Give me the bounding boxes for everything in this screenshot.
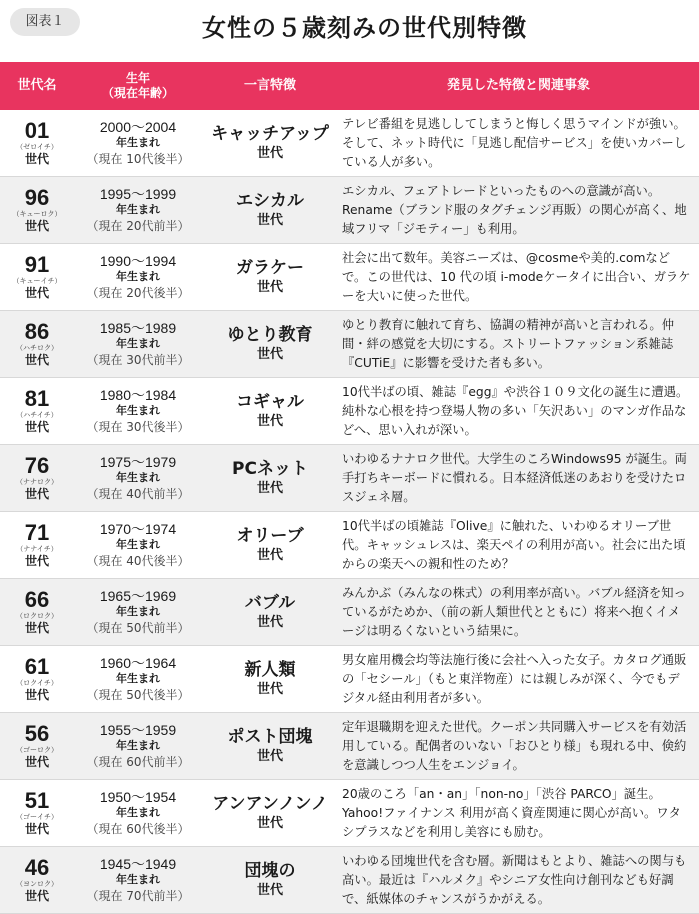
keyword-cell [202,780,338,847]
keyword-name: PCネット [232,458,308,479]
table-header-row [0,62,699,110]
generation-cell [0,177,74,244]
birth-year-cell [74,713,202,780]
generation-reading: （ナナロク） [16,477,58,486]
generation-suffix: 世代 [24,553,49,568]
birth-label: 年生まれ [116,202,160,216]
generation-suffix: 世代 [24,151,49,166]
table-row [0,110,699,177]
birth-year-cell [74,512,202,579]
generation-suffix: 世代 [24,419,49,434]
birth-year-range: 2000〜2004 [99,118,177,135]
findings-cell [338,445,699,512]
birth-year-cell [74,177,202,244]
table-row [0,579,699,646]
generation-cell [0,110,74,177]
birth-year-cell [74,110,202,177]
birth-year-range: 1990〜1994 [99,252,177,269]
birth-year-range: 1995〜1999 [99,185,177,202]
table-row [0,177,699,244]
generation-number: 91 [24,251,50,277]
findings-text: 10代半ばの頃、雑誌『egg』や渋谷１０９文化の誕生に遭遇。純朴な心根を持つ登場人物の多い「矢沢あい」のマンガ作品などへ、思い入れが深い。 [342,384,689,437]
findings-cell [338,780,699,847]
findings-text: いわゆるナナロク世代。大学生のころWindows95 が誕生。両手打ちキーボードに慣れる。日本経済低迷のあおりを受けたロスジェネ層。 [342,451,687,504]
birth-label: 年生まれ [116,738,160,752]
current-age: （現在 50代後半） [86,687,190,702]
header-generation-name: 世代名 [0,62,74,110]
generation-cell [0,512,74,579]
generation-reading: （ロクロク） [16,611,58,620]
findings-cell [338,311,699,378]
keyword-name: 新人類 [244,659,296,680]
generation-number: 46 [24,854,50,880]
current-age: （現在 30代後半） [86,419,190,434]
figure-label-badge: 図表１ [10,8,80,36]
table-row [0,847,699,914]
generation-cell [0,378,74,445]
keyword-cell [202,445,338,512]
table-row [0,445,699,512]
generation-number: 51 [24,787,50,813]
generation-suffix: 世代 [24,218,49,233]
current-age: （現在 40代前半） [86,486,190,501]
generation-number: 61 [24,653,50,679]
generation-cell [0,445,74,512]
birth-label: 年生まれ [116,336,160,350]
current-age: （現在 40代後半） [86,553,190,568]
findings-text: 男女雇用機会均等法施行後に会社へ入った女子。カタログ通販の「セシール」（もと東洋物産）には親しみが深く、今でもデジタル経由利用者が多い。 [342,652,687,705]
birth-year-range: 1975〜1979 [99,453,177,470]
keyword-cell [202,512,338,579]
keyword-name: エシカル [236,190,304,211]
birth-label: 年生まれ [116,671,160,685]
keyword-cell [202,244,338,311]
keyword-suffix: 世代 [256,614,283,630]
birth-year-cell [74,244,202,311]
keyword-cell [202,378,338,445]
birth-label: 年生まれ [116,872,160,886]
keyword-name: バブル [244,592,296,613]
birth-year-range: 1945〜1949 [99,855,177,872]
findings-text: エシカル、フェアトレードといったものへの意識が高い。Rename（ブランド服のタグチェンジ再販）の関心が高く、地域フリマ「ジモティー」も利用。 [342,183,687,236]
current-age: （現在 30代前半） [86,352,190,367]
keyword-name: キャッチアップ [211,123,329,144]
findings-cell [338,713,699,780]
keyword-suffix: 世代 [256,413,283,429]
generation-table [0,62,699,914]
birth-year-range: 1985〜1989 [99,319,177,336]
header-keyword: 一言特徴 [202,62,338,110]
keyword-cell [202,847,338,914]
keyword-cell [202,177,338,244]
birth-year-range: 1965〜1969 [99,587,177,604]
findings-text: いわゆる団塊世代を含む層。新聞はもとより、雑誌への関与も高い。最近は『ハルメク』やシニア女性向け創刊なども好調で、紙媒体のチャンスがうかがえる。 [342,853,687,906]
current-age: （現在 60代前半） [86,754,190,769]
birth-label: 年生まれ [116,403,160,417]
keyword-cell [202,646,338,713]
findings-text: 社会に出て数年。美容ニーズは、@cosmeや美的.comなどで。この世代は、10 代の頃 i-modeケータイに出合い、ガラケーを大いに使った世代。 [342,250,691,303]
findings-text: テレビ番組を見逃ししてしまうと悔しく思うマインドが強い。そして、ネット時代に「見逃し配信サービス」を使いカバーしている人が多い。 [342,116,687,169]
generation-cell [0,244,74,311]
generation-number: 56 [24,720,50,746]
keyword-suffix: 世代 [256,547,283,563]
generation-reading: （ハチイチ） [16,410,58,419]
current-age: （現在 50代前半） [86,620,190,635]
keyword-suffix: 世代 [256,815,283,831]
table-row [0,512,699,579]
generation-cell [0,579,74,646]
findings-cell [338,378,699,445]
keyword-name: ゆとり教育 [227,324,313,345]
generation-suffix: 世代 [24,352,49,367]
generation-reading: （ゼロイチ） [16,142,58,151]
generation-number: 86 [24,318,50,344]
generation-number: 76 [24,452,50,478]
keyword-cell [202,311,338,378]
findings-text: 20歳のころ「an・an」「non-no」「渋谷 PARCO」誕生。Yahoo!ファイナンス 利用が高く資産関連に関心が高い。ワタシプラスなどを利用し美容にも励む。 [342,786,681,839]
current-age: （現在 10代後半） [86,151,190,166]
generation-suffix: 世代 [24,285,49,300]
birth-year-range: 1955〜1959 [99,721,177,738]
generation-cell [0,311,74,378]
birth-label: 年生まれ [116,269,160,283]
birth-label: 年生まれ [116,604,160,618]
findings-cell [338,579,699,646]
generation-reading: （ヨンロク） [16,879,58,888]
generation-cell [0,780,74,847]
findings-cell [338,847,699,914]
keyword-cell [202,110,338,177]
generation-cell [0,847,74,914]
header-birth-year-line2: （現在年齢） [101,86,174,100]
generation-number: 81 [24,385,50,411]
table-row [0,713,699,780]
findings-cell [338,110,699,177]
birth-year-cell [74,378,202,445]
generation-reading: （ロクイチ） [16,678,58,687]
birth-year-cell [74,646,202,713]
findings-cell [338,177,699,244]
keyword-suffix: 世代 [256,882,283,898]
findings-text: ゆとり教育に触れて育ち、協調の精神が高いと言われる。仲間・絆の感覚を大切にする。ストリートファッション系雑誌『CUTiE』に影響を受けた者も多い。 [342,317,675,370]
generation-reading: （ナナイチ） [16,544,58,553]
keyword-name: オリーブ [236,525,304,546]
page-title: 女性の５歳刻みの世代別特徴 [202,14,527,42]
findings-text: 定年退職期を迎えた世代。クーポン共同購入サービスを有効活用している。配偶者のいない「おひとり様」も現れる中、倹約を意識しつつ人生をエンジョイ。 [342,719,687,772]
current-age: （現在 60代後半） [86,821,190,836]
generation-suffix: 世代 [24,888,49,903]
generation-reading: （キューロク） [12,209,62,218]
generation-number: 66 [24,586,50,612]
keyword-suffix: 世代 [256,145,283,161]
generation-number: 71 [24,519,50,545]
header-birth-year-line1: 生年 [125,71,150,85]
generation-number: 01 [24,117,50,143]
header-birth-year [74,62,202,110]
generation-cell [0,713,74,780]
table-row [0,311,699,378]
birth-year-range: 1980〜1984 [99,386,177,403]
generation-suffix: 世代 [24,687,49,702]
keyword-suffix: 世代 [256,279,283,295]
keyword-name: ガラケー [236,257,304,278]
table-row [0,378,699,445]
keyword-cell [202,713,338,780]
generation-reading: （キューイチ） [12,276,62,285]
generation-reading: （ゴーイチ） [16,812,58,821]
generation-suffix: 世代 [24,486,49,501]
current-age: （現在 70代前半） [86,888,190,903]
birth-year-range: 1970〜1974 [99,520,177,537]
birth-year-cell [74,847,202,914]
generation-cell [0,646,74,713]
findings-cell [338,244,699,311]
keyword-suffix: 世代 [256,480,283,496]
generation-suffix: 世代 [24,821,49,836]
keyword-name: ポスト団塊 [227,726,313,747]
birth-year-range: 1950〜1954 [99,788,177,805]
table-row [0,780,699,847]
birth-year-cell [74,311,202,378]
keyword-suffix: 世代 [256,212,283,228]
findings-cell [338,646,699,713]
header-findings: 発見した特徴と関連事象 [338,62,699,110]
birth-year-cell [74,780,202,847]
birth-label: 年生まれ [116,805,160,819]
table-row [0,646,699,713]
keyword-name: コギャル [236,391,304,412]
findings-text: 10代半ばの頃雑誌『Olive』に触れた、いわゆるオリーブ世代。キャッシュレスは、楽天ペイの利用が高い。社会に出た頃からの楽天への親和性のため？ [342,518,686,571]
generation-suffix: 世代 [24,754,49,769]
birth-label: 年生まれ [116,470,160,484]
birth-label: 年生まれ [116,135,160,149]
keyword-name: アンアンノンノ [212,793,328,814]
current-age: （現在 20代前半） [86,218,190,233]
keyword-cell [202,579,338,646]
keyword-suffix: 世代 [256,346,283,362]
birth-year-cell [74,445,202,512]
keyword-name: 団塊の [244,860,296,881]
generation-suffix: 世代 [24,620,49,635]
table-row [0,244,699,311]
birth-year-range: 1960〜1964 [99,654,177,671]
birth-label: 年生まれ [116,537,160,551]
keyword-suffix: 世代 [256,748,283,764]
table-body [0,110,699,914]
keyword-suffix: 世代 [256,681,283,697]
current-age: （現在 20代後半） [86,285,190,300]
generation-number: 96 [24,184,50,210]
generation-reading: （ゴーロク） [16,745,58,754]
findings-cell [338,512,699,579]
birth-year-cell [74,579,202,646]
findings-text: みんかぶ（みんなの株式）の利用率が高い。バブル経済を知っているがためか、（前の新人類世代とともに）将来へ抱くイメージは明るくないという結果に。 [342,585,686,638]
generation-reading: （ハチロク） [16,343,58,352]
